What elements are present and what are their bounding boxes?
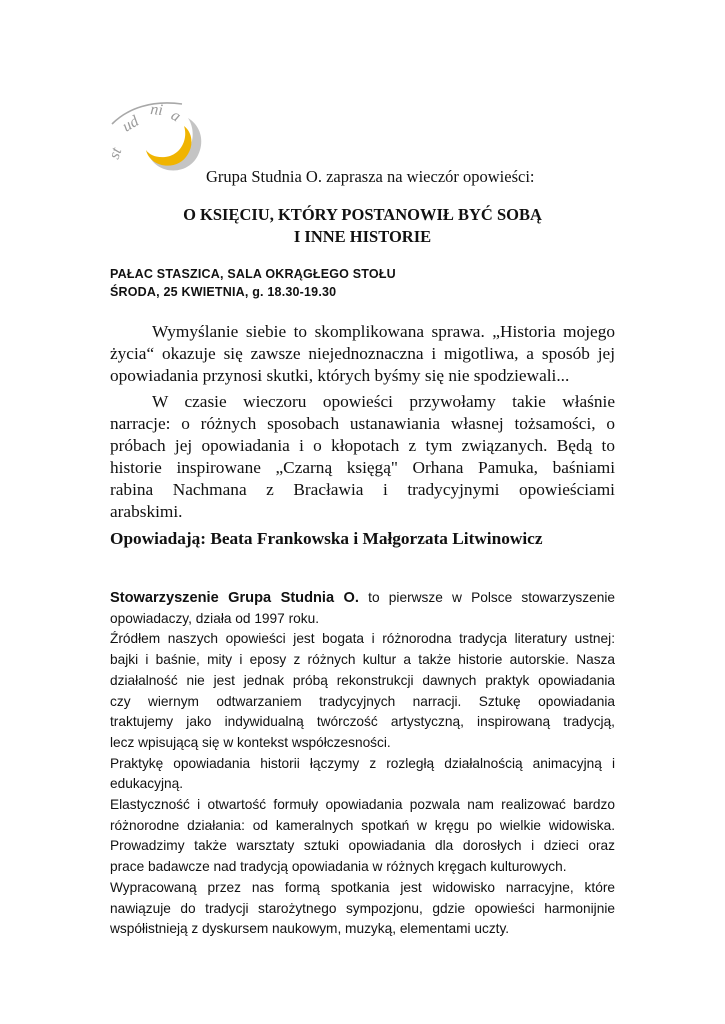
about-line: Źródłem naszych opowieści jest bogata i różnorodna tradycja literatury ustnej:	[110, 631, 615, 647]
paragraph-intro	[110, 321, 615, 387]
venue-place: PAŁAC STASZICA, SALA OKRĄGŁEGO STOŁU	[110, 267, 396, 281]
event-title	[110, 204, 615, 248]
svg-text:ni: ni	[149, 101, 164, 120]
about-line: traktujemy jako indywidualną twórczość artystyczną, inspirowaną tradycją,	[110, 714, 615, 730]
venue-date: ŚRODA, 25 KWIETNIA, g. 18.30-19.30	[110, 285, 337, 299]
paragraph-evening-line: historie inspirowane „Czarną księgą" Orhana Pamuka, baśniami	[110, 458, 615, 477]
about-line: opowiadaczy, działa od 1997 roku.	[110, 610, 319, 626]
venue-block	[110, 265, 396, 301]
event-title-line-1: O KSIĘCIU, KTÓRY POSTANOWIŁ BYĆ SOBĄ	[183, 205, 542, 224]
svg-text:a: a	[168, 106, 184, 126]
paragraph-evening-line: próbach jej opowiadania i o kłopotach z tym związanych. Będą to	[110, 436, 615, 455]
paragraph-evening-line: rabina Nachmana z Bracławia i tradycyjnymi opowieściami	[110, 480, 615, 499]
about-line: Praktykę opowiadania historii łączymy z rozległą działalnością animacyjną i	[110, 755, 615, 771]
about-lead-line	[110, 588, 615, 609]
about-association	[110, 588, 615, 940]
paragraph-evening	[110, 391, 615, 523]
paragraph-evening-line: arabskimi.	[110, 502, 183, 521]
about-line: współistnieją z dyskursem naukowym, muzyką, elementami uczty.	[110, 921, 510, 937]
about-line: działalność nie jest jednak próbą rekonstrukcji dawnych praktyk opowiadania	[110, 672, 615, 688]
paragraph-evening-line: narracje: o różnych sposobach ustanawiania własnej tożsamości, o	[110, 414, 615, 433]
svg-text:ud: ud	[119, 112, 142, 136]
about-line: czy wiernym odtwarzaniem tradycyjnych narracji. Sztukę opowiadania	[110, 693, 615, 709]
about-lead-rest: to pierwsze w Polsce stowarzyszenie	[358, 590, 615, 605]
invitation-line: Grupa Studnia O. zaprasza na wieczór opowieści:	[206, 167, 535, 186]
about-line: różnorodne działania: od kameralnych spotkań w kręgu po wielkie widowiska.	[110, 817, 615, 833]
svg-text:st: st	[105, 145, 126, 162]
logo-wordmark	[106, 101, 184, 161]
paragraph-evening-line: W czasie wieczoru opowieści przywołamy takie właśnie	[152, 392, 615, 411]
narrators-heading: Opowiadają: Beata Frankowska i Małgorzata Litwinowicz	[110, 529, 543, 548]
about-line: Wypracowaną przez nas formą spotkania jest widowisko narracyjne, które	[110, 879, 615, 895]
about-line: prace badawcze nad tradycją opowiadania w różnych kręgach kulturowych.	[110, 859, 567, 875]
paragraph-intro-line: opowiadania przynosi skutki, których byśmy się nie spodziewali...	[110, 366, 570, 385]
about-line: edukacyjną.	[110, 776, 184, 792]
paragraph-intro-line: życia“ okazuje się zawsze niejednoznaczna i migotliwa, a sposób jej	[110, 344, 615, 363]
paragraph-intro-line: Wymyślanie siebie to skomplikowana sprawa. „Historia mojego	[152, 322, 615, 341]
logo-graphic	[105, 90, 208, 180]
event-title-line-2: I INNE HISTORIE	[293, 227, 432, 246]
about-lead-bold: Stowarzyszenie Grupa Studnia O.	[110, 590, 359, 606]
studnia-logo	[105, 90, 208, 180]
about-line: Elastyczność i otwartość formuły opowiadania pozwala nam realizować bardzo	[110, 797, 615, 813]
about-line: Prowadzimy także warsztaty sztuki opowiadania dla dorosłych i dzieci oraz	[110, 838, 615, 854]
about-line: bajki i baśnie, mity i eposy z różnych kultur a także historie autorskie. Nasza	[110, 652, 615, 668]
about-line: lecz wpisującą się w kontekst współczesności.	[110, 734, 391, 750]
about-line: nawiązuje do tradycji starożytnego sympozjonu, gdzie opowieści harmonijnie	[110, 900, 615, 916]
